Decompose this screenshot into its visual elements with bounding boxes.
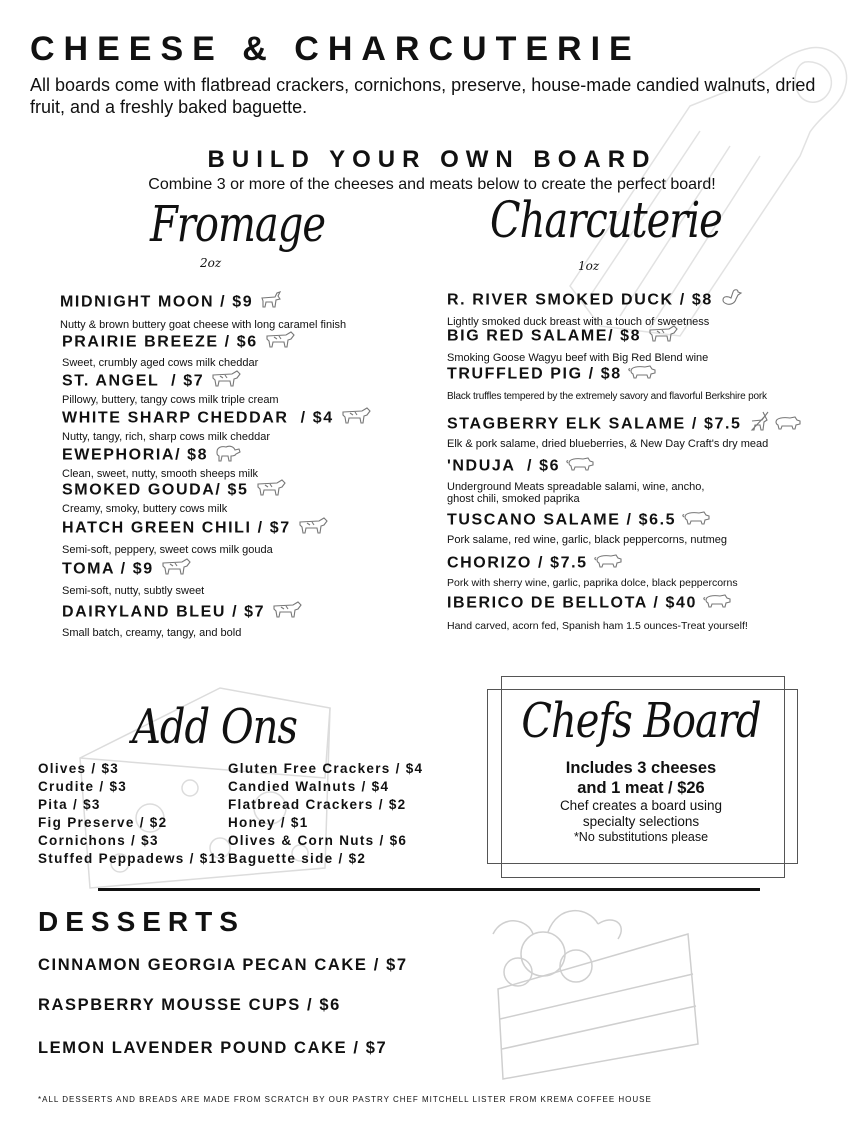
cow-icon [255,478,287,503]
addons-heading: Add Ons [132,700,297,756]
item-name: TRUFFLED PIG / $8 [447,365,622,383]
list-item [447,553,738,589]
item-description: Underground Meats spreadable salami, wine, ancho, [447,481,705,493]
sheep-icon [214,443,242,468]
cow-icon [297,516,329,541]
list-item [62,369,279,406]
cow-icon [210,369,242,394]
list-item [447,364,767,403]
chefs-board-line3: Chef creates a board using [559,798,723,813]
list-item [62,478,287,515]
chefs-board-line1: Includes 3 cheeses [565,759,717,777]
pig-icon [682,510,712,531]
item-description: Smoking Goose Wagyu beef with Big Red Blend wine [447,352,709,364]
list-item [62,557,204,597]
addons-left-list [38,760,226,868]
list-item [62,443,258,480]
desserts-heading: DESSERTS [38,906,245,937]
item-name: HATCH GREEN CHILI / $7 [62,519,291,537]
item-name: STAGBERRY ELK SALAME / $7.5 [447,415,742,433]
charcuterie-portion: 1oz [578,259,600,273]
item-name: ST. ANGEL / $7 [62,372,205,390]
pig-icon [703,593,733,614]
fromage-portion: 2oz [200,256,222,270]
list-item [447,593,748,632]
dessert-item: RASPBERRY MOUSSE CUPS / $6 [38,996,341,1014]
list-item [62,330,296,369]
item-name: WHITE SHARP CHEDDAR / $4 [62,409,334,427]
item-name: CHORIZO / $7.5 [447,554,588,572]
chefs-board-note: *No substitutions please [573,830,709,844]
item-name: PRAIRIE BREEZE / $6 [62,333,258,351]
goat-icon [259,290,283,315]
intro-text: All boards come with flatbread crackers, cornichons, preserve, house-made candied walnuts, dried fruit, and a freshly baked baguette. [30,75,816,117]
charcuterie-heading: Charcuterie [490,192,722,250]
pig-icon [594,553,624,574]
addon-item: Flatbread Crackers / $2 [228,797,407,812]
elk-pig-icon [748,411,804,438]
item-name: IBERICO DE BELLOTA / $40 [447,594,697,612]
item-name: DAIRYLAND BLEU / $7 [62,603,266,621]
addons-right-list [228,760,423,868]
list-item [62,516,329,556]
item-description: Sweet, crumbly aged cows milk cheddar [62,357,259,369]
cow-icon [264,330,296,355]
item-description: Small batch, creamy, tangy, and bold [62,627,242,639]
addon-item: Cornichons / $3 [38,833,159,848]
section-divider [98,888,760,891]
item-name: TUSCANO SALAME / $6.5 [447,511,677,529]
item-description: Lightly smoked duck breast with a touch of sweetness [447,316,710,328]
cow-icon [340,406,372,431]
addon-item: Fig Preserve / $2 [38,815,168,830]
duck-icon [719,288,743,313]
addon-item: Stuffed Peppadews / $13 [38,851,227,866]
addon-item: Gluten Free Crackers / $4 [228,761,424,776]
addon-item: Olives & Corn Nuts / $6 [228,833,408,848]
item-name: 'NDUJA / $6 [447,457,561,475]
cake-slice-illustration [488,894,713,1089]
fromage-heading: Fromage [150,196,326,254]
item-description-cont: ghost chili, smoked paprika [447,493,580,505]
item-name: EWEPHORIA/ $8 [62,446,209,464]
addon-item: Crudite / $3 [38,779,128,794]
item-description: Creamy, smoky, buttery cows milk [62,503,228,515]
list-item [62,600,303,639]
list-item [447,510,727,546]
item-description: Hand carved, acorn fed, Spanish ham 1.5 ounces-Treat yourself! [447,620,748,632]
pig-icon [628,364,658,385]
item-description: Nutty & brown buttery goat cheese with long caramel finish [60,319,347,331]
addon-item: Honey / $1 [228,815,309,830]
build-board-heading: BUILD YOUR OWN BOARD [207,146,657,173]
item-description: Pork with sherry wine, garlic, paprika dolce, black peppercorns [447,577,738,589]
item-description: Black truffles tempered by the extremely savory and flavorful Berkshire pork [447,391,767,402]
build-board-subtitle: Combine 3 or more of the cheeses and meats below to create the perfect board! [148,176,716,193]
item-description: Nutty, tangy, rich, sharp cows milk cheddar [62,431,271,443]
item-description: Semi-soft, nutty, subtly sweet [62,585,205,597]
list-item [60,290,346,331]
item-description: Clean, sweet, nutty, smooth sheeps milk [62,468,259,480]
dessert-item: LEMON LAVENDER POUND CAKE / $7 [38,1039,388,1057]
item-description: Elk & pork salame, dried blueberries, & New Day Craft's dry mead [447,438,769,450]
item-name: TOMA / $9 [62,560,154,578]
item-name: MIDNIGHT MOON / $9 [60,293,254,311]
item-description: Semi-soft, peppery, sweet cows milk gouda [62,544,273,556]
item-name: SMOKED GOUDA/ $5 [62,481,249,499]
cow-icon [160,557,192,582]
addon-item: Baguette side / $2 [228,851,367,866]
list-item [447,456,704,505]
cow-icon [271,600,303,625]
list-item [447,288,743,328]
addon-item: Olives / $3 [38,761,120,776]
cow-icon [647,324,679,349]
page-title: CHEESE & CHARCUTERIE [30,30,641,68]
item-description: Pillowy, buttery, tangy cows milk triple cream [62,394,279,406]
addon-item: Candied Walnuts / $4 [228,779,390,794]
list-item [447,324,708,364]
pig-icon [566,456,596,477]
desserts-footnote: *ALL DESSERTS AND BREADS ARE MADE FROM SCRATCH BY OUR PASTRY CHEF MITCHELL LISTER FROM KREMA COFFEE HOUSE [38,1095,652,1104]
list-item [447,411,804,450]
item-name: R. RIVER SMOKED DUCK / $8 [447,291,713,309]
chefs-board-price: and 1 meat / $26 [577,779,705,797]
addon-item: Pita / $3 [38,797,101,812]
chefs-board-heading: Chefs Board [521,694,761,750]
chefs-board-line4: specialty selections [582,814,700,829]
item-description: Pork salame, red wine, garlic, black peppercorns, nutmeg [447,534,728,546]
item-name: BIG RED SALAME/ $8 [447,327,642,345]
dessert-item: CINNAMON GEORGIA PECAN CAKE / $7 [38,956,408,974]
list-item [62,406,372,443]
